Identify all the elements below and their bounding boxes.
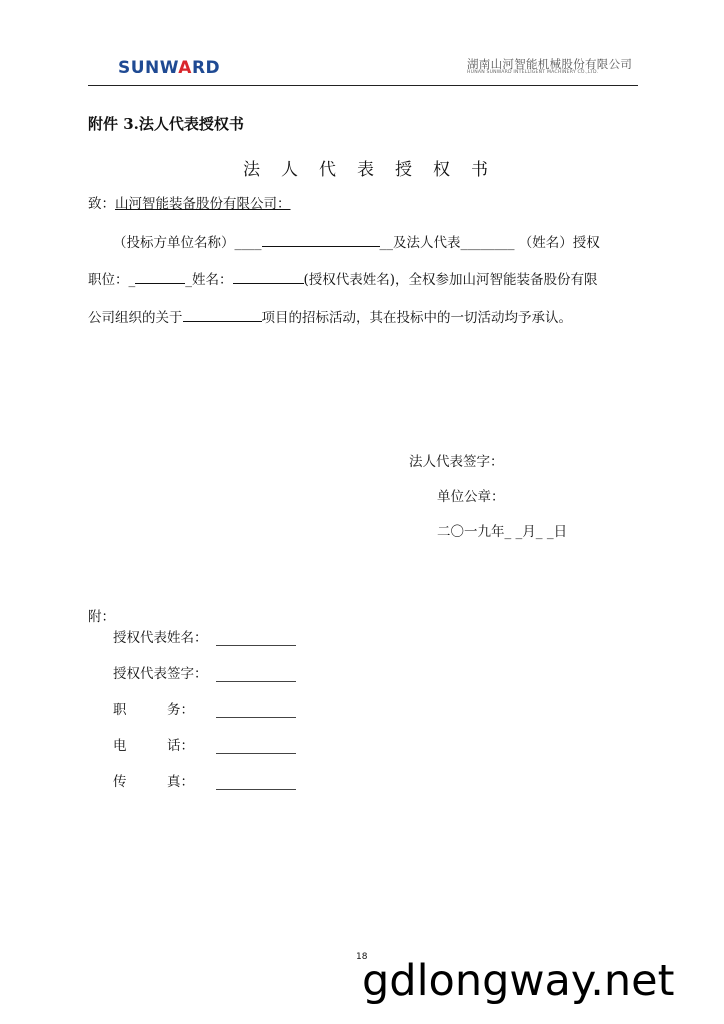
date-line: 二〇一九年_ _月_ _日: [437, 524, 568, 540]
attachment-row-phone: 电 话：: [113, 734, 296, 754]
fill-line: [216, 631, 296, 646]
position-blank: [135, 271, 185, 284]
body-line-1: （投标方单位名称）____ __及法人代表________ （姓名）授权: [113, 235, 600, 251]
bidder-name-blank: [262, 234, 380, 247]
header-rule: [88, 85, 638, 86]
sunward-logo: SUNWARD: [118, 58, 221, 78]
watermark: gdlongway.net: [362, 956, 675, 1006]
recipient-line: [88, 192, 291, 212]
fill-line: [216, 739, 296, 754]
recipient-name: 山河智能装备股份有限公司：: [115, 196, 291, 212]
name-blank: [233, 271, 304, 284]
fill-line: [216, 667, 296, 682]
attachment-row-title: 职 务：: [113, 698, 296, 718]
attachment-row-signature: 授权代表签字：: [113, 662, 296, 682]
attachment-row-name: 授权代表姓名：: [113, 626, 296, 646]
attachment-row-fax: 传 真：: [113, 770, 296, 790]
company-seal-label: 单位公章：: [437, 489, 505, 505]
project-blank: [183, 309, 262, 322]
body-line-2: 职位：_ _姓名： (授权代表姓名)，全权参加山河智能装备股份有限: [88, 272, 598, 288]
body-line-3: 公司组织的关于 项目的招标活动，其在投标中的一切活动均予承认。: [88, 310, 572, 326]
document-title: 法人代表授权书: [243, 160, 509, 180]
company-name-en: HUNAN SUNWARD INTELLIGENT MACHINERY CO.,LTD.: [467, 70, 599, 75]
legal-rep-signature-label: 法人代表签字：: [409, 454, 504, 470]
attachment-title: 附件 3.法人代表授权书: [88, 115, 244, 133]
fill-line: [216, 703, 296, 718]
page-number: 18: [356, 952, 368, 962]
recipient-prefix: 致：: [88, 196, 115, 212]
fill-line: [216, 775, 296, 790]
company-name-cn: 湖南山河智能机械股份有限公司: [467, 57, 633, 71]
attachment-label: 附：: [88, 609, 115, 625]
